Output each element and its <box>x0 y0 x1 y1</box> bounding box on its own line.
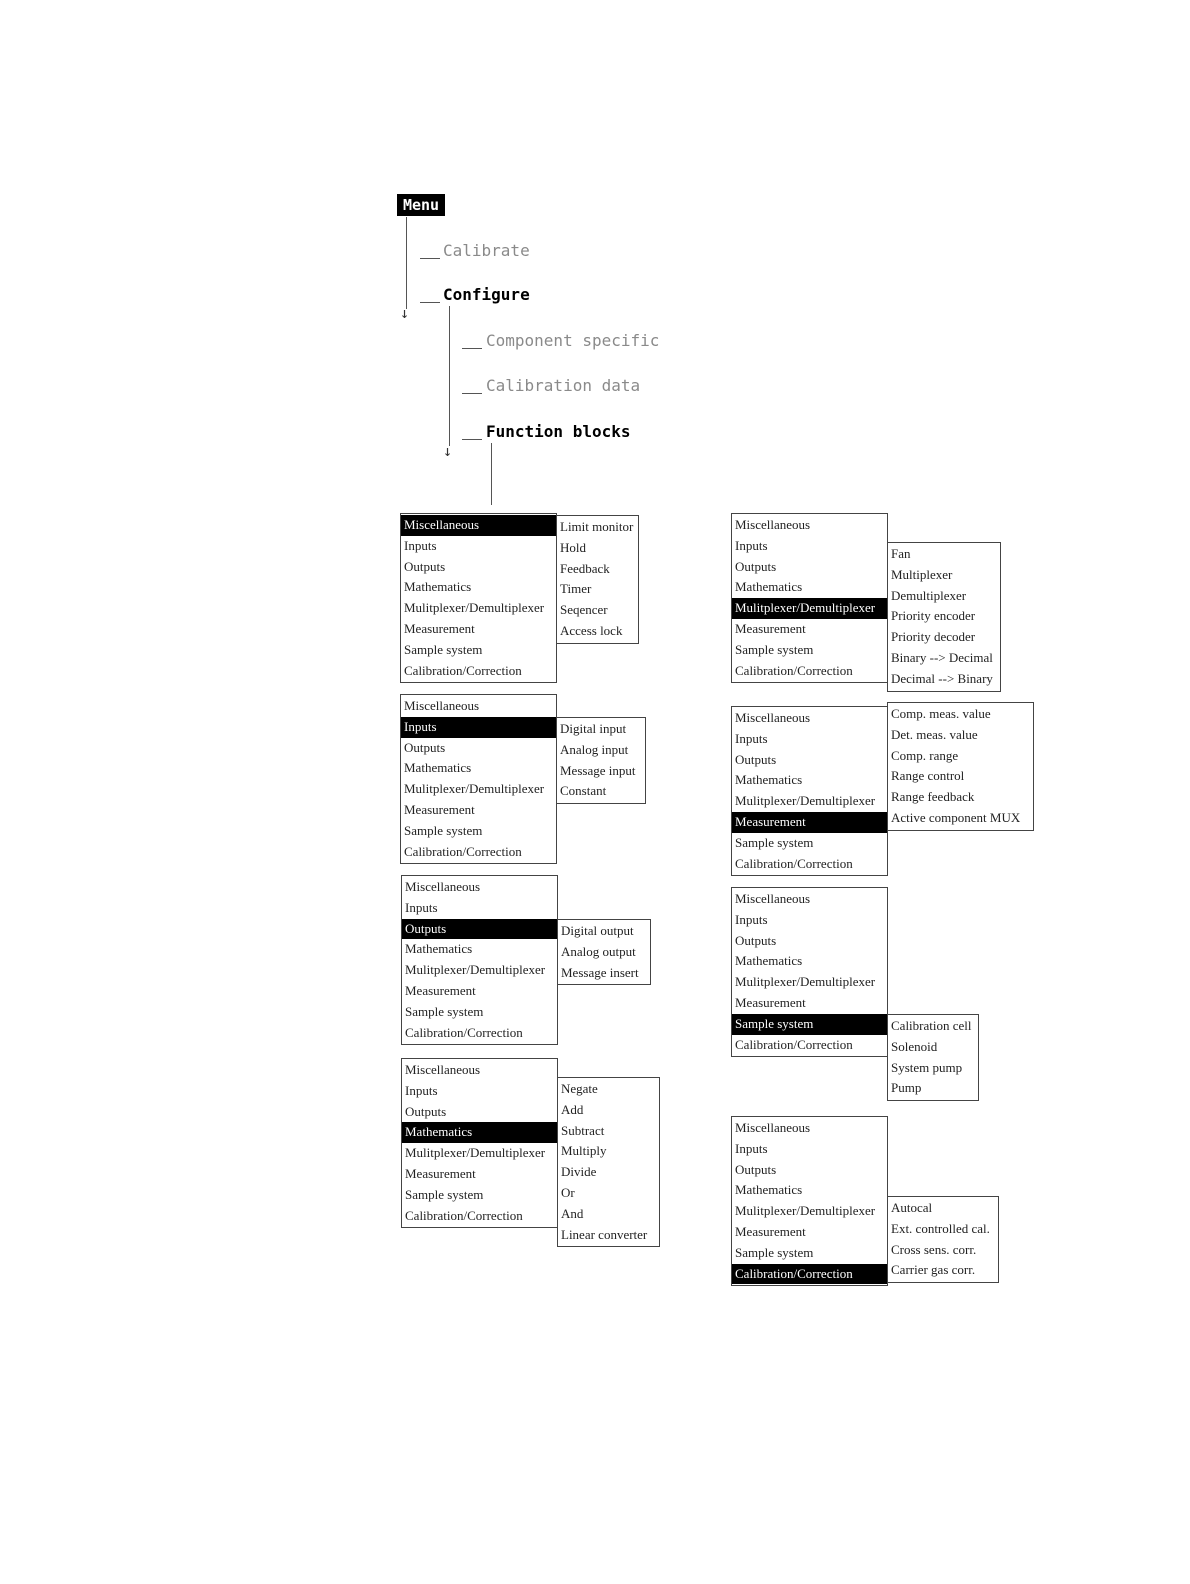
category-menu-miscellaneous <box>400 513 557 683</box>
tree-line-level1 <box>406 217 407 309</box>
tree-branch-calibrate <box>420 258 440 259</box>
submenu-item-autocal[interactable]: Autocal <box>891 1200 933 1215</box>
submenu-item-calibration-cell[interactable]: Calibration cell <box>891 1018 972 1033</box>
category-item-measurement[interactable]: Measurement <box>405 982 476 998</box>
category-item-mathematics[interactable]: Mathematics <box>735 579 803 595</box>
category-item-outputs[interactable]: Outputs <box>735 1161 777 1177</box>
category-item-mulitplexer-demultiplexer[interactable]: Mulitplexer/Demultiplexer <box>404 781 545 797</box>
tree-arrow-level2: ↓ <box>443 442 453 460</box>
submenu-item-system-pump[interactable]: System pump <box>891 1059 963 1075</box>
category-item-miscellaneous[interactable]: Miscellaneous <box>405 1062 481 1077</box>
category-item-inputs[interactable]: Inputs <box>735 537 768 553</box>
category-menu-calibration-correction <box>731 1116 888 1286</box>
category-item-mathematics[interactable]: Mathematics <box>402 1122 557 1143</box>
category-menu-inputs <box>400 694 557 864</box>
category-item-inputs[interactable]: Inputs <box>735 1140 768 1156</box>
category-item-outputs[interactable]: Outputs <box>405 1103 447 1119</box>
submenu-item-or[interactable]: Or <box>561 1184 575 1200</box>
submenu-item-analog-output[interactable]: Analog output <box>561 943 636 959</box>
category-item-miscellaneous[interactable]: Miscellaneous <box>404 698 480 713</box>
category-item-calibration-correction[interactable]: Calibration/Correction <box>735 662 853 678</box>
category-item-calibration-correction[interactable]: Calibration/Correction <box>735 855 853 871</box>
category-item-sample-system[interactable]: Sample system <box>732 1014 887 1035</box>
submenu-item-linear-converter[interactable]: Linear converter <box>561 1226 648 1242</box>
category-item-miscellaneous[interactable]: Miscellaneous <box>735 517 811 532</box>
menu-item-configure[interactable]: Configure <box>443 285 530 304</box>
category-item-mulitplexer-demultiplexer[interactable]: Mulitplexer/Demultiplexer <box>404 600 545 616</box>
category-item-miscellaneous[interactable]: Miscellaneous <box>735 710 811 725</box>
submenu-item-solenoid[interactable]: Solenoid <box>891 1038 938 1054</box>
submenu-item-seqencer[interactable]: Seqencer <box>560 602 608 618</box>
submenu-item-priority-encoder[interactable]: Priority encoder <box>891 608 976 624</box>
tree-line-level2 <box>449 306 450 446</box>
category-item-outputs[interactable]: Outputs <box>402 919 557 940</box>
category-item-measurement[interactable]: Measurement <box>735 620 806 636</box>
category-item-sample-system[interactable]: Sample system <box>735 1244 814 1260</box>
category-item-mulitplexer-demultiplexer[interactable]: Mulitplexer/Demultiplexer <box>405 1145 546 1161</box>
tree-line-function-blocks <box>491 443 492 505</box>
category-item-mulitplexer-demultiplexer[interactable]: Mulitplexer/Demultiplexer <box>735 974 876 990</box>
category-item-inputs[interactable]: Inputs <box>401 717 556 738</box>
tree-branch-calibration-data <box>462 393 482 394</box>
submenu-item-ext-controlled-cal[interactable]: Ext. controlled cal. <box>891 1220 990 1236</box>
submenu-item-comp-range[interactable]: Comp. range <box>891 747 959 763</box>
category-item-sample-system[interactable]: Sample system <box>405 1003 484 1019</box>
category-item-sample-system[interactable]: Sample system <box>404 822 483 838</box>
submenu-mathematics <box>557 1077 660 1247</box>
tree-branch-component-specific <box>462 348 482 349</box>
submenu-item-comp-meas-value[interactable]: Comp. meas. value <box>891 706 991 721</box>
category-item-sample-system[interactable]: Sample system <box>404 641 483 657</box>
category-item-outputs[interactable]: Outputs <box>404 739 446 755</box>
submenu-measurement <box>887 702 1034 831</box>
category-item-outputs[interactable]: Outputs <box>735 751 777 767</box>
submenu-item-hold[interactable]: Hold <box>560 539 586 555</box>
menu-item-component-specific[interactable]: Component specific <box>486 331 660 350</box>
category-item-outputs[interactable]: Outputs <box>735 558 777 574</box>
category-item-sample-system[interactable]: Sample system <box>735 641 814 657</box>
category-menu-mulitplexer-demultiplexer <box>731 513 888 683</box>
category-item-measurement[interactable]: Measurement <box>735 994 806 1010</box>
category-item-miscellaneous[interactable]: Miscellaneous <box>405 879 481 894</box>
submenu-item-negate[interactable]: Negate <box>561 1081 598 1096</box>
category-item-mathematics[interactable]: Mathematics <box>404 760 472 776</box>
category-item-measurement[interactable]: Measurement <box>735 1223 806 1239</box>
category-menu-sample-system <box>731 887 888 1057</box>
submenu-sample-system <box>887 1014 979 1101</box>
submenu-item-decimal-binary[interactable]: Decimal --> Binary <box>891 670 993 686</box>
submenu-item-digital-input[interactable]: Digital input <box>560 721 627 736</box>
category-item-miscellaneous[interactable]: Miscellaneous <box>401 515 556 536</box>
category-item-inputs[interactable]: Inputs <box>405 899 438 915</box>
submenu-calibration-correction <box>887 1196 999 1283</box>
submenu-item-and[interactable]: And <box>561 1205 584 1221</box>
category-item-inputs[interactable]: Inputs <box>735 911 768 927</box>
category-item-measurement[interactable]: Measurement <box>404 801 475 817</box>
category-item-measurement[interactable]: Measurement <box>405 1165 476 1181</box>
category-item-calibration-correction[interactable]: Calibration/Correction <box>735 1036 853 1052</box>
category-item-mathematics[interactable]: Mathematics <box>404 579 472 595</box>
submenu-item-digital-output[interactable]: Digital output <box>561 923 634 938</box>
submenu-item-multiplexer[interactable]: Multiplexer <box>891 566 953 582</box>
submenu-inputs <box>556 717 646 804</box>
category-item-calibration-correction[interactable]: Calibration/Correction <box>404 662 522 678</box>
category-item-mulitplexer-demultiplexer[interactable]: Mulitplexer/Demultiplexer <box>735 1203 876 1219</box>
menu-item-calibration-data[interactable]: Calibration data <box>486 376 641 395</box>
category-item-measurement[interactable]: Measurement <box>404 620 475 636</box>
category-menu-measurement <box>731 706 888 876</box>
category-item-measurement[interactable]: Measurement <box>732 812 887 833</box>
submenu-item-timer[interactable]: Timer <box>560 581 592 597</box>
submenu-item-divide[interactable]: Divide <box>561 1164 597 1180</box>
category-menu-outputs <box>401 875 558 1045</box>
submenu-outputs <box>557 919 651 985</box>
submenu-miscellaneous <box>556 515 639 644</box>
submenu-item-binary-decimal[interactable]: Binary --> Decimal <box>891 649 993 665</box>
category-item-miscellaneous[interactable]: Miscellaneous <box>735 1120 811 1135</box>
submenu-item-add[interactable]: Add <box>561 1101 584 1117</box>
submenu-item-message-insert[interactable]: Message insert <box>561 964 639 980</box>
category-item-calibration-correction[interactable]: Calibration/Correction <box>405 1207 523 1223</box>
category-item-calibration-correction[interactable]: Calibration/Correction <box>732 1264 887 1285</box>
category-item-mathematics[interactable]: Mathematics <box>735 772 803 788</box>
submenu-item-carrier-gas-corr[interactable]: Carrier gas corr. <box>891 1262 976 1278</box>
menu-title[interactable]: Menu <box>397 194 445 216</box>
category-item-mathematics[interactable]: Mathematics <box>405 941 473 957</box>
category-menu-mathematics <box>401 1058 558 1228</box>
category-item-inputs[interactable]: Inputs <box>735 730 768 746</box>
submenu-item-pump[interactable]: Pump <box>891 1080 922 1096</box>
submenu-item-limit-monitor[interactable]: Limit monitor <box>560 519 634 534</box>
category-item-sample-system[interactable]: Sample system <box>405 1186 484 1202</box>
submenu-item-multiply[interactable]: Multiply <box>561 1143 607 1159</box>
submenu-item-demultiplexer[interactable]: Demultiplexer <box>891 587 967 603</box>
submenu-item-analog-input[interactable]: Analog input <box>560 741 629 757</box>
submenu-item-priority-decoder[interactable]: Priority decoder <box>891 629 976 645</box>
category-item-miscellaneous[interactable]: Miscellaneous <box>735 891 811 906</box>
category-item-calibration-correction[interactable]: Calibration/Correction <box>405 1024 523 1040</box>
category-item-mathematics[interactable]: Mathematics <box>735 953 803 969</box>
tree-branch-configure <box>420 302 440 303</box>
tree-arrow-level1: ↓ <box>400 304 410 322</box>
submenu-item-active-component-mux[interactable]: Active component MUX <box>891 809 1021 825</box>
menu-item-function-blocks[interactable]: Function blocks <box>486 422 631 441</box>
submenu-item-feedback[interactable]: Feedback <box>560 560 610 576</box>
submenu-item-message-input[interactable]: Message input <box>560 762 636 778</box>
menu-item-calibrate[interactable]: Calibrate <box>443 241 530 260</box>
category-item-sample-system[interactable]: Sample system <box>735 834 814 850</box>
category-item-inputs[interactable]: Inputs <box>405 1082 438 1098</box>
category-item-mulitplexer-demultiplexer[interactable]: Mulitplexer/Demultiplexer <box>405 962 546 978</box>
category-item-outputs[interactable]: Outputs <box>404 558 446 574</box>
category-item-mulitplexer-demultiplexer[interactable]: Mulitplexer/Demultiplexer <box>735 793 876 809</box>
submenu-item-fan[interactable]: Fan <box>891 546 911 561</box>
tree-branch-function-blocks <box>462 439 482 440</box>
submenu-item-subtract[interactable]: Subtract <box>561 1122 605 1138</box>
category-item-outputs[interactable]: Outputs <box>735 932 777 948</box>
submenu-item-range-feedback[interactable]: Range feedback <box>891 789 975 805</box>
submenu-item-range-control[interactable]: Range control <box>891 768 965 784</box>
submenu-item-cross-sens-corr[interactable]: Cross sens. corr. <box>891 1241 977 1257</box>
category-item-mathematics[interactable]: Mathematics <box>735 1182 803 1198</box>
category-item-mulitplexer-demultiplexer[interactable]: Mulitplexer/Demultiplexer <box>732 598 887 619</box>
submenu-item-det-meas-value[interactable]: Det. meas. value <box>891 726 978 742</box>
category-item-calibration-correction[interactable]: Calibration/Correction <box>404 843 522 859</box>
category-item-inputs[interactable]: Inputs <box>404 537 437 553</box>
submenu-mulitplexer-demultiplexer <box>887 542 1001 692</box>
submenu-item-constant[interactable]: Constant <box>560 783 607 799</box>
submenu-item-access-lock[interactable]: Access lock <box>560 622 623 638</box>
